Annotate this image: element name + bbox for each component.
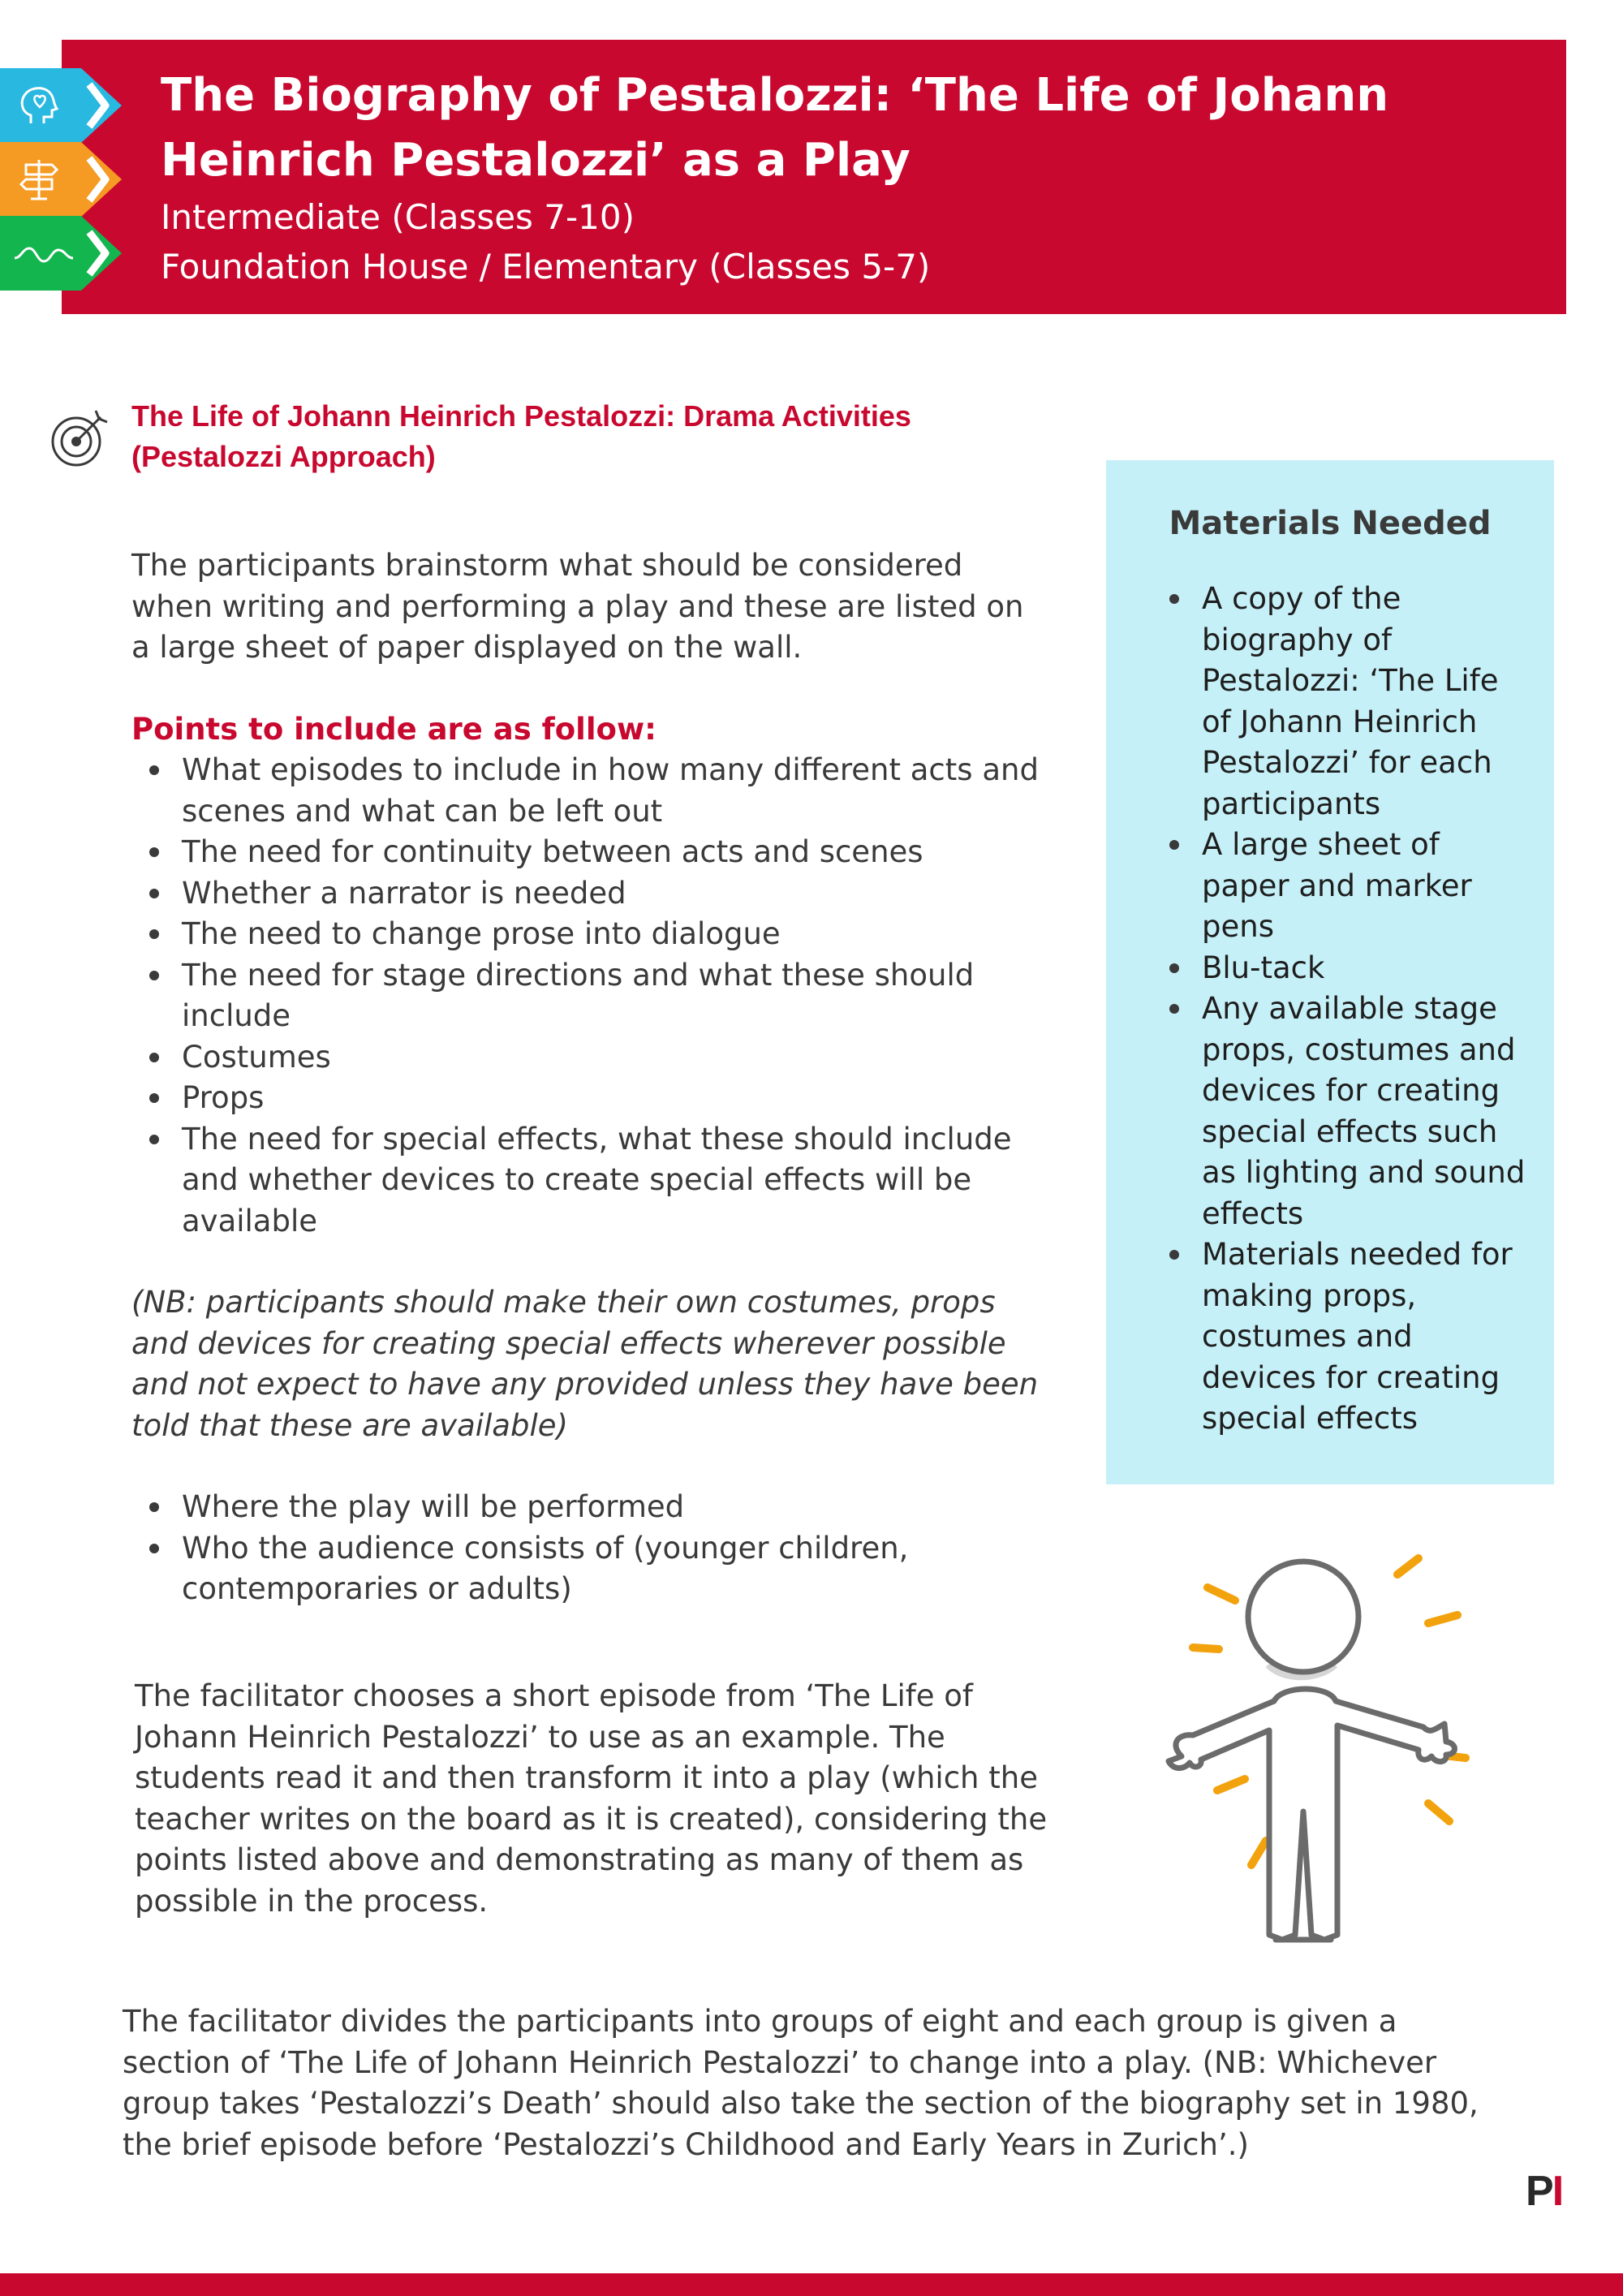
- signpost-icon: [15, 157, 63, 202]
- list-item: Costumes: [131, 1037, 1040, 1079]
- tab-head-heart: [0, 68, 122, 143]
- facilitator-groups-paragraph: The facilitator divides the participants into groups of eight and each group is given a section of ‘The Life of Johann Heinrich Pestalozzi’ to change into a play. (NB: Whichever group takes ‘Pestalozzi’s Death’ should also take the section of the biography set in 1980, the brief episode before ‘Pestalozzi’s Childhood and Early Years in Zurich’.): [123, 2004, 1479, 2162]
- points-list: [131, 750, 1040, 1242]
- list-item: Who the audience consists of (younger children, contemporaries or adults): [131, 1528, 1040, 1610]
- list-item: A copy of the biography of Pestalozzi: ‘The Life of Johann Heinrich Pestalozzi’ for each participants: [1152, 579, 1533, 825]
- points-heading: Points to include are as follow:: [131, 712, 657, 747]
- activity-title: The Life of Johann Heinrich Pestalozzi: Drama Activities (Pestalozzi Approach): [131, 399, 911, 473]
- list-item: The need for stage directions and what these should include: [131, 955, 1040, 1037]
- list-item: The need for special effects, what these should include and whether devices to create special effects will be available: [131, 1119, 1040, 1243]
- footer-bar: [0, 2273, 1623, 2296]
- facilitator-example-paragraph: The facilitator chooses a short episode from ‘The Life of Johann Heinrich Pestalozzi’ to use as an example. The students read it and then transform it into a play (which the teacher writes on the board as it is created), considering the points listed above and demonstrating as many of them as possible in the process.: [135, 1678, 1048, 1919]
- list-item: The need for continuity between acts and scenes: [131, 832, 1040, 873]
- list-item: Where the play will be performed: [131, 1487, 1040, 1528]
- list-item: Materials needed for making props, costumes and devices for creating special effects: [1152, 1234, 1533, 1440]
- level-foundation: Foundation House / Elementary (Classes 5-7): [161, 247, 931, 286]
- list-item: The need to change prose into dialogue: [131, 914, 1040, 955]
- brand-logo: PI: [1526, 2168, 1563, 2215]
- target-icon: [50, 406, 112, 467]
- materials-panel: [1106, 460, 1554, 1484]
- list-item: A large sheet of paper and marker pens: [1152, 825, 1533, 948]
- tab-wave: [0, 216, 122, 291]
- list-item: Blu-tack: [1152, 948, 1533, 989]
- level-intermediate: Intermediate (Classes 7-10): [161, 197, 635, 237]
- wave-icon: [15, 230, 80, 276]
- intro-paragraph: The participants brainstorm what should be considered when writing and performing a play and these are listed on a large sheet of paper displayed on the wall.: [131, 548, 1024, 665]
- list-item: Props: [131, 1078, 1040, 1119]
- materials-title: Materials Needed: [1169, 505, 1492, 542]
- venue-list: [131, 1487, 1040, 1610]
- nb-note: (NB: participants should make their own costumes, props and devices for creating special effects wherever possible and not expect to have any provided unless they have been told that these are available): [131, 1285, 1039, 1443]
- list-item: Whether a narrator is needed: [131, 873, 1040, 915]
- materials-list: [1152, 579, 1533, 1440]
- list-item: Any available stage props, costumes and devices for creating special effects such as lighting and sound effects: [1152, 989, 1533, 1234]
- head-heart-icon: [15, 83, 63, 128]
- tab-signpost: [0, 142, 122, 217]
- list-item: What episodes to include in how many different acts and scenes and what can be left out: [131, 750, 1040, 832]
- page-title: The Biography of Pestalozzi: ‘The Life of Johann Heinrich Pestalozzi’ as a Play: [161, 69, 1389, 187]
- person-illustration: [1160, 1542, 1518, 1964]
